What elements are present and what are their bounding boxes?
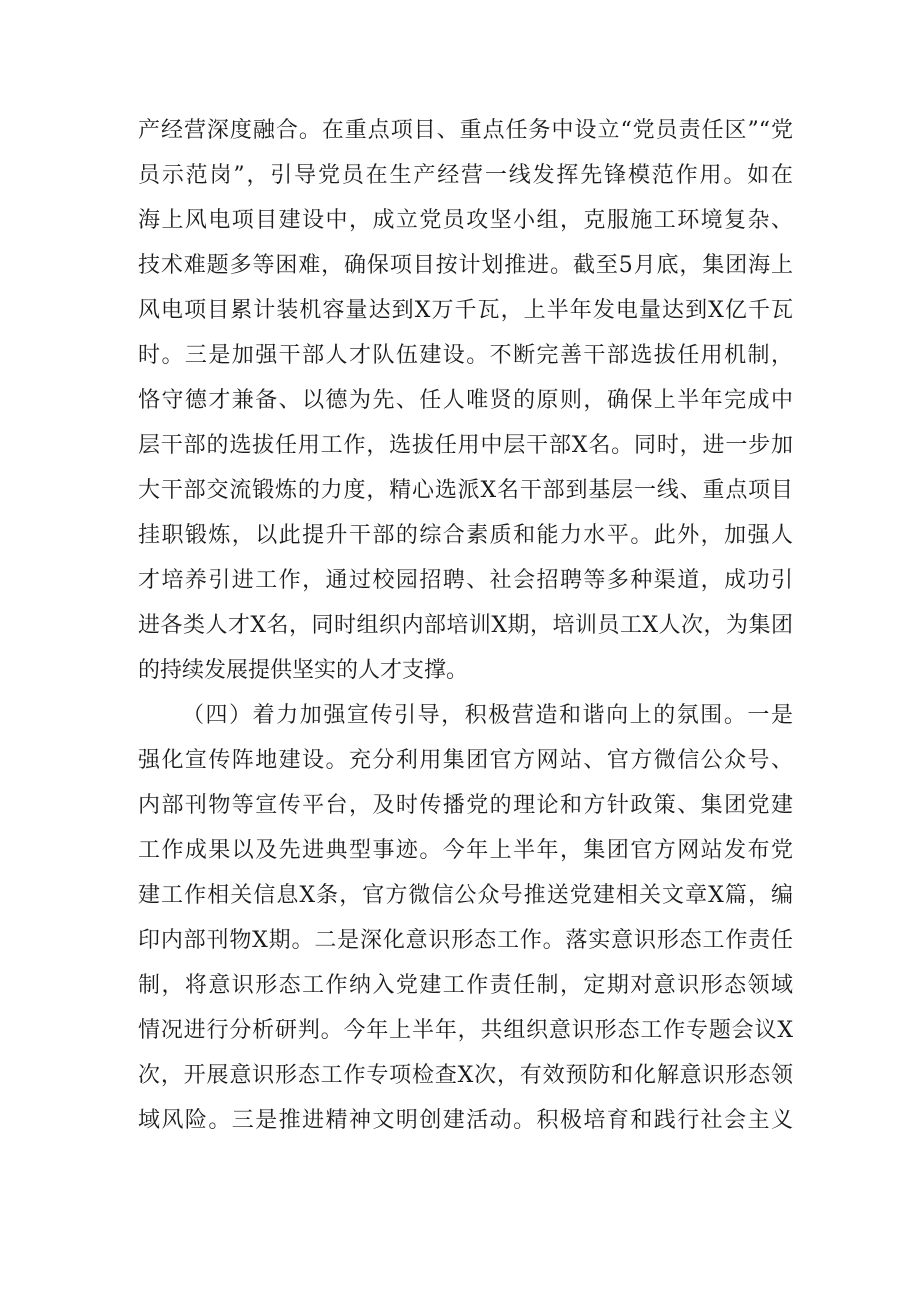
text-line: 大干部交流锻炼的力度，精心选派X名干部到基层一线、重点项目 — [138, 478, 793, 503]
text-line: 层干部的选拔任用工作，选拔任用中层干部X名。同时，进一步加 — [138, 433, 793, 458]
text-line: 技术难题多等困难，确保项目按计划推进。截至5月底，集团海上 — [138, 253, 793, 278]
text-line: 恪守德才兼备、以德为先、任人唯贤的原则，确保上半年完成中 — [138, 388, 793, 413]
section-heading-line: （四）着力加强宣传引导，积极营造和谐向上的氛围。一是 — [182, 703, 793, 728]
text-line: 产经营深度融合。在重点项目、重点任务中设立“党员责任区”“党 — [138, 118, 793, 143]
text-line: 进各类人才X名，同时组织内部培训X期，培训员工X人次，为集团 — [138, 613, 793, 638]
text-line: 强化宣传阵地建设。充分利用集团官方网站、官方微信公众号、 — [138, 748, 793, 773]
body-text — [138, 108, 793, 1143]
text-line: 印内部刊物X期。二是深化意识形态工作。落实意识形态工作责任 — [138, 928, 793, 953]
text-line: 制，将意识形态工作纳入党建工作责任制，定期对意识形态领域 — [138, 973, 793, 998]
text-line: 时。三是加强干部人才队伍建设。不断完善干部选拔任用机制， — [138, 343, 793, 368]
text-line: 挂职锻炼，以此提升干部的综合素质和能力水平。此外，加强人 — [138, 523, 793, 548]
text-line: 风电项目累计装机容量达到X万千瓦，上半年发电量达到X亿千瓦 — [138, 298, 793, 323]
text-line: 工作成果以及先进典型事迹。今年上半年，集团官方网站发布党 — [138, 838, 793, 863]
text-line: 内部刊物等宣传平台，及时传播党的理论和方针政策、集团党建 — [138, 793, 793, 818]
text-line: 的持续发展提供坚实的人才支撑。 — [138, 658, 469, 683]
text-line: 域风险。三是推进精神文明创建活动。积极培育和践行社会主义 — [138, 1108, 793, 1133]
text-line: 建工作相关信息X条，官方微信公众号推送党建相关文章X篇，编 — [138, 883, 793, 908]
text-line: 员示范岗”，引导党员在生产经营一线发挥先锋模范作用。如在 — [138, 163, 793, 188]
text-line: 情况进行分析研判。今年上半年，共组织意识形态工作专题会议X — [138, 1018, 793, 1043]
text-line: 才培养引进工作，通过校园招聘、社会招聘等多种渠道，成功引 — [138, 568, 793, 593]
text-line: 次，开展意识形态工作专项检查X次，有效预防和化解意识形态领 — [138, 1063, 793, 1088]
text-line: 海上风电项目建设中，成立党员攻坚小组，克服施工环境复杂、 — [138, 208, 793, 233]
